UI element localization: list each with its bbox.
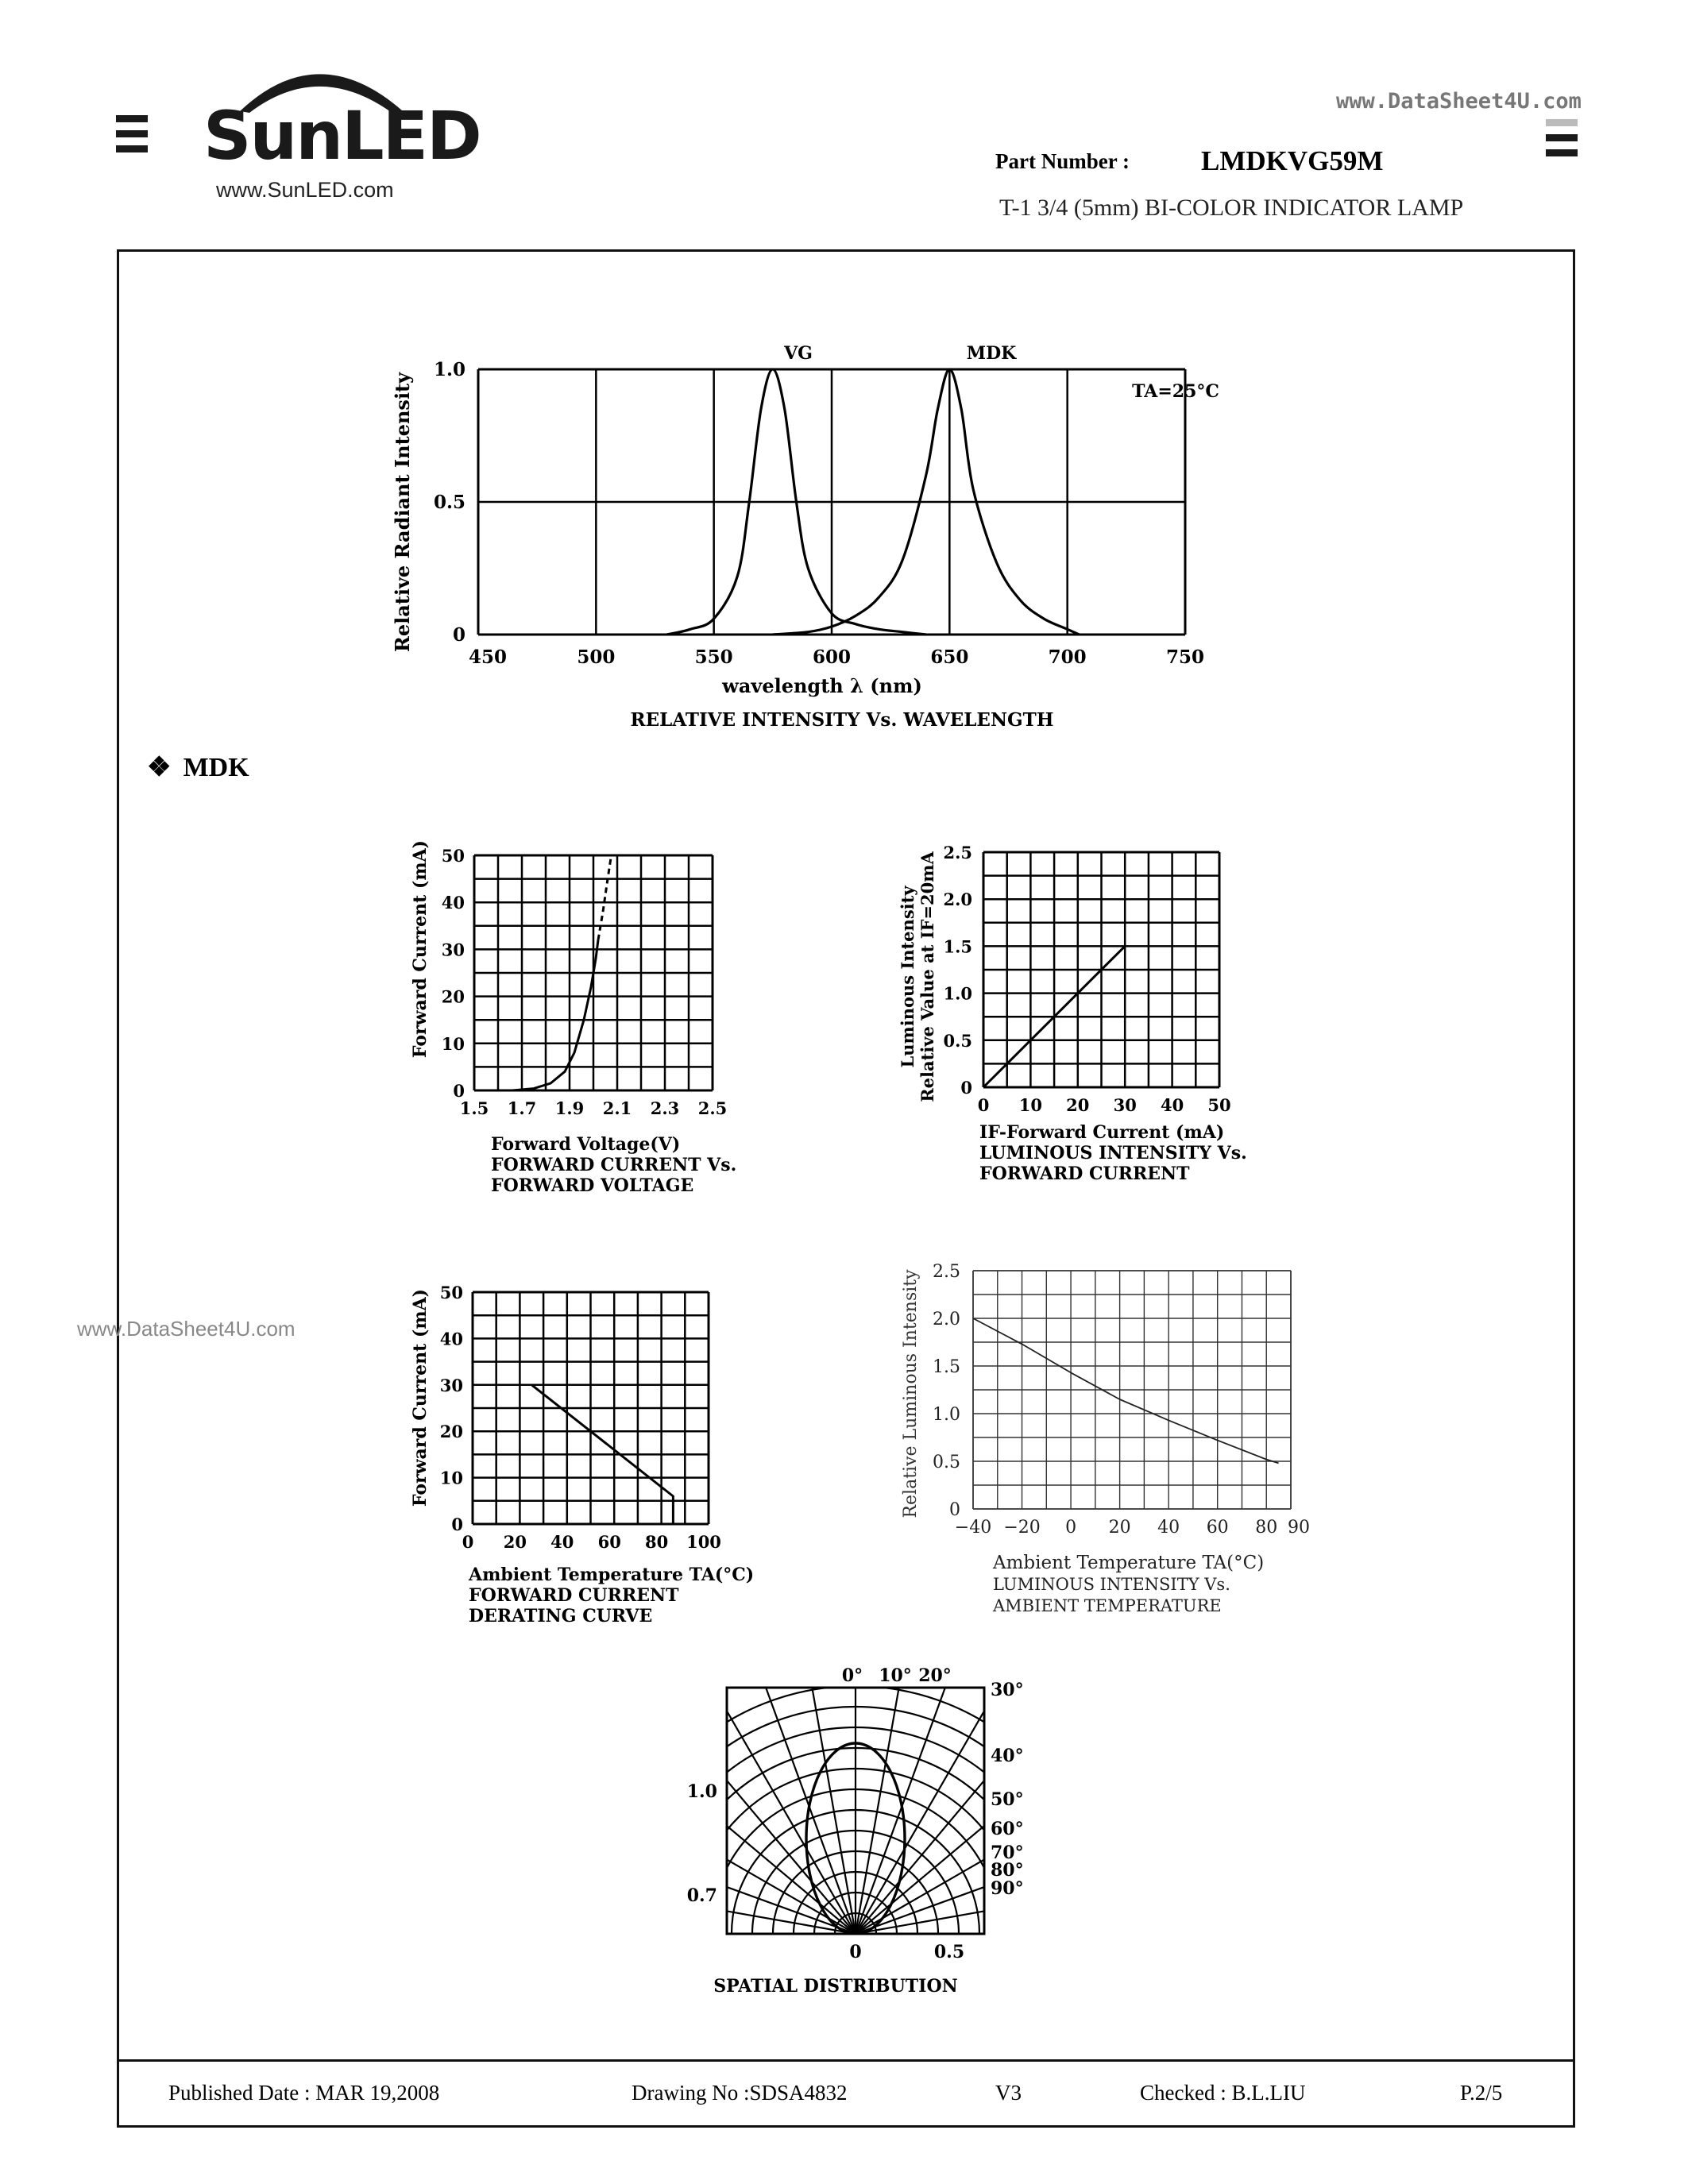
angle-label-top: 0°	[841, 1665, 863, 1686]
derating-chart	[401, 1275, 774, 1628]
x-tick-label: 80	[1255, 1518, 1278, 1538]
x-tick-label: 60	[1206, 1518, 1229, 1538]
x-tick-label: 2.1	[602, 1098, 632, 1118]
y-tick-label: 0	[451, 1515, 463, 1534]
spectrum-series-label-mdk: MDK	[966, 343, 1017, 364]
x-tick-label: −40	[954, 1518, 992, 1538]
footer-divider	[117, 2059, 1575, 2062]
iv-title-line2: FORWARD VOLTAGE	[491, 1175, 694, 1196]
x-tick-label: 2.3	[650, 1098, 680, 1118]
lc-ylabel-line2: Relative Value at IF=20mA	[917, 851, 937, 1102]
x-tick-label: 30	[1113, 1095, 1137, 1115]
lt-xlabel: Ambient Temperature TA(°C)	[993, 1553, 1265, 1573]
y-tick-label: 50	[441, 846, 465, 866]
dr-xlabel: Ambient Temperature TA(°C)	[469, 1565, 755, 1585]
y-tick-label: 2.5	[933, 1262, 960, 1282]
y-tick-label: 1.0	[433, 359, 465, 380]
footer-version: V3	[995, 2081, 1022, 2105]
spectrum-title: RELATIVE INTENSITY Vs. WAVELENGTH	[630, 709, 1054, 731]
x-tick-label: 50	[1207, 1095, 1231, 1115]
radius-label-left: 1.0	[686, 1781, 717, 1802]
footer-drawing-number: Drawing No :SDSA4832	[632, 2081, 848, 2105]
x-tick-label: 450	[468, 646, 508, 668]
fwd-iv-chart	[401, 826, 751, 1199]
footer-page-number: P.2/5	[1460, 2081, 1503, 2105]
sp-title: SPATIAL DISTRIBUTION	[713, 1976, 958, 1997]
angle-label-top: 10°	[879, 1665, 912, 1686]
header-right-bars-icon	[1546, 119, 1578, 164]
lt-title-line2: AMBIENT TEMPERATURE	[993, 1596, 1222, 1615]
dr-ylabel: Forward Current (mA)	[410, 1288, 431, 1507]
watermark-top[interactable]: www.DataSheet4U.com	[1336, 89, 1582, 114]
angle-label-right: 40°	[991, 1746, 1024, 1766]
spectrum-series-label-vg: VG	[784, 343, 813, 364]
y-tick-label: 1.0	[933, 1405, 960, 1425]
lc-title-line2: FORWARD CURRENT	[979, 1163, 1190, 1184]
angle-label-right: 50°	[991, 1789, 1024, 1810]
x-tick-label: 2.5	[697, 1098, 728, 1118]
part-number-label: Part Number :	[995, 149, 1130, 173]
angle-label-right: 70°	[991, 1843, 1024, 1863]
x-tick-label: 1.9	[554, 1098, 585, 1118]
angle-line	[667, 1798, 856, 1934]
lum-current-chart	[894, 818, 1267, 1199]
product-subtitle: T-1 3/4 (5mm) BI-COLOR INDICATOR LAMP	[999, 195, 1464, 221]
x-tick-label: 80	[644, 1532, 669, 1552]
x-tick-label: 90	[1288, 1518, 1310, 1538]
lc-ylabel-line1: Luminous Intensity	[898, 886, 917, 1068]
lc-title-line1: LUMINOUS INTENSITY Vs.	[979, 1143, 1247, 1163]
side-watermark[interactable]: www.DataSheet4U.com	[77, 1317, 295, 1341]
x-tick-label: 650	[930, 646, 969, 668]
y-tick-label: 0	[960, 1078, 972, 1098]
angle-label-right: 60°	[991, 1819, 1024, 1839]
y-tick-label: 0.5	[433, 492, 465, 513]
lt-title-line1: LUMINOUS INTENSITY Vs.	[993, 1575, 1230, 1594]
dr-title-line2: DERATING CURVE	[469, 1606, 653, 1626]
spectrum-annotation: TA=25°C	[1132, 381, 1219, 402]
lc-xlabel: IF-Forward Current (mA)	[979, 1122, 1225, 1143]
y-tick-label: 20	[439, 1422, 463, 1442]
y-tick-label: 30	[439, 1375, 463, 1395]
x-tick-label: 0	[977, 1095, 990, 1115]
bottom-label: 0	[849, 1942, 862, 1962]
y-tick-label: 0.5	[933, 1453, 960, 1472]
lt-ylabel: Relative Luminous Intensity	[901, 1269, 921, 1518]
y-tick-label: 2.0	[933, 1310, 960, 1329]
angle-label-right: 80°	[991, 1860, 1024, 1881]
dr-title-line1: FORWARD CURRENT	[469, 1585, 679, 1606]
angle-label-top: 20°	[918, 1665, 952, 1686]
angle-label-right: 30°	[991, 1680, 1024, 1700]
y-tick-label: 10	[439, 1468, 463, 1488]
x-tick-label: 500	[577, 646, 616, 668]
diamond-bullet-icon: ❖	[147, 753, 172, 782]
spectrum-ylabel: Relative Radiant Intensity	[391, 372, 414, 653]
y-tick-label: 40	[439, 1329, 463, 1349]
x-tick-label: 20	[1066, 1095, 1090, 1115]
series-line-dashed	[598, 855, 612, 940]
y-tick-label: 30	[441, 940, 465, 960]
footer-published-date: Published Date : MAR 19,2008	[168, 2081, 440, 2105]
y-tick-label: 20	[441, 986, 465, 1007]
x-tick-label: 550	[694, 646, 733, 668]
x-tick-label: 700	[1048, 646, 1087, 668]
bottom-label: 0.5	[933, 1942, 965, 1962]
part-number: LMDKVG59M	[1201, 145, 1384, 176]
x-tick-label: 0	[1065, 1518, 1077, 1538]
x-tick-label: 40	[1157, 1518, 1180, 1538]
y-tick-label: 0	[452, 624, 465, 646]
lum-temp-chart	[894, 1247, 1323, 1628]
logo-text: SunLED	[203, 97, 481, 175]
y-tick-label: 40	[441, 893, 465, 913]
section-heading	[147, 751, 249, 783]
angle-label-right: 90°	[991, 1878, 1024, 1899]
iv-xlabel: Forward Voltage(V)	[491, 1134, 681, 1155]
x-tick-label: −20	[1003, 1518, 1041, 1538]
y-tick-label: 10	[441, 1033, 465, 1054]
iv-ylabel: Forward Current (mA)	[410, 839, 431, 1059]
x-tick-label: 1.5	[459, 1098, 489, 1118]
x-tick-label: 0	[462, 1532, 474, 1552]
radius-label-left: 0.7	[686, 1885, 717, 1906]
x-tick-label: 750	[1165, 646, 1205, 668]
x-tick-label: 60	[597, 1532, 621, 1552]
y-tick-label: 50	[439, 1283, 463, 1302]
y-tick-label: 0	[949, 1500, 960, 1520]
logo	[203, 49, 481, 176]
spatial-chart	[667, 1656, 1041, 2013]
spectrum-chart	[381, 326, 1279, 747]
x-tick-label: 600	[812, 646, 852, 668]
y-tick-label: 1.0	[943, 983, 972, 1004]
y-tick-label: 2.5	[943, 843, 972, 862]
x-tick-label: 20	[1108, 1518, 1131, 1538]
logo-bars-icon	[116, 115, 148, 160]
y-tick-label: 0.5	[943, 1030, 972, 1051]
y-tick-label: 2.0	[943, 889, 972, 910]
x-tick-label: 1.7	[507, 1098, 537, 1118]
y-tick-label: 1.5	[943, 936, 972, 957]
spectrum-xlabel: wavelength λ (nm)	[722, 674, 922, 697]
section-title: MDK	[183, 753, 249, 782]
x-tick-label: 40	[1160, 1095, 1184, 1115]
footer-checked-by: Checked : B.L.LIU	[1140, 2081, 1306, 2105]
y-tick-label: 0	[453, 1081, 465, 1101]
logo-url[interactable]: www.SunLED.com	[216, 178, 394, 202]
iv-title-line1: FORWARD CURRENT Vs.	[491, 1155, 737, 1175]
x-tick-label: 100	[686, 1532, 721, 1552]
x-tick-label: 10	[1018, 1095, 1043, 1115]
series-line-mdk	[973, 1318, 1279, 1463]
x-tick-label: 40	[550, 1532, 574, 1552]
y-tick-label: 1.5	[933, 1357, 960, 1377]
x-tick-label: 20	[503, 1532, 527, 1552]
